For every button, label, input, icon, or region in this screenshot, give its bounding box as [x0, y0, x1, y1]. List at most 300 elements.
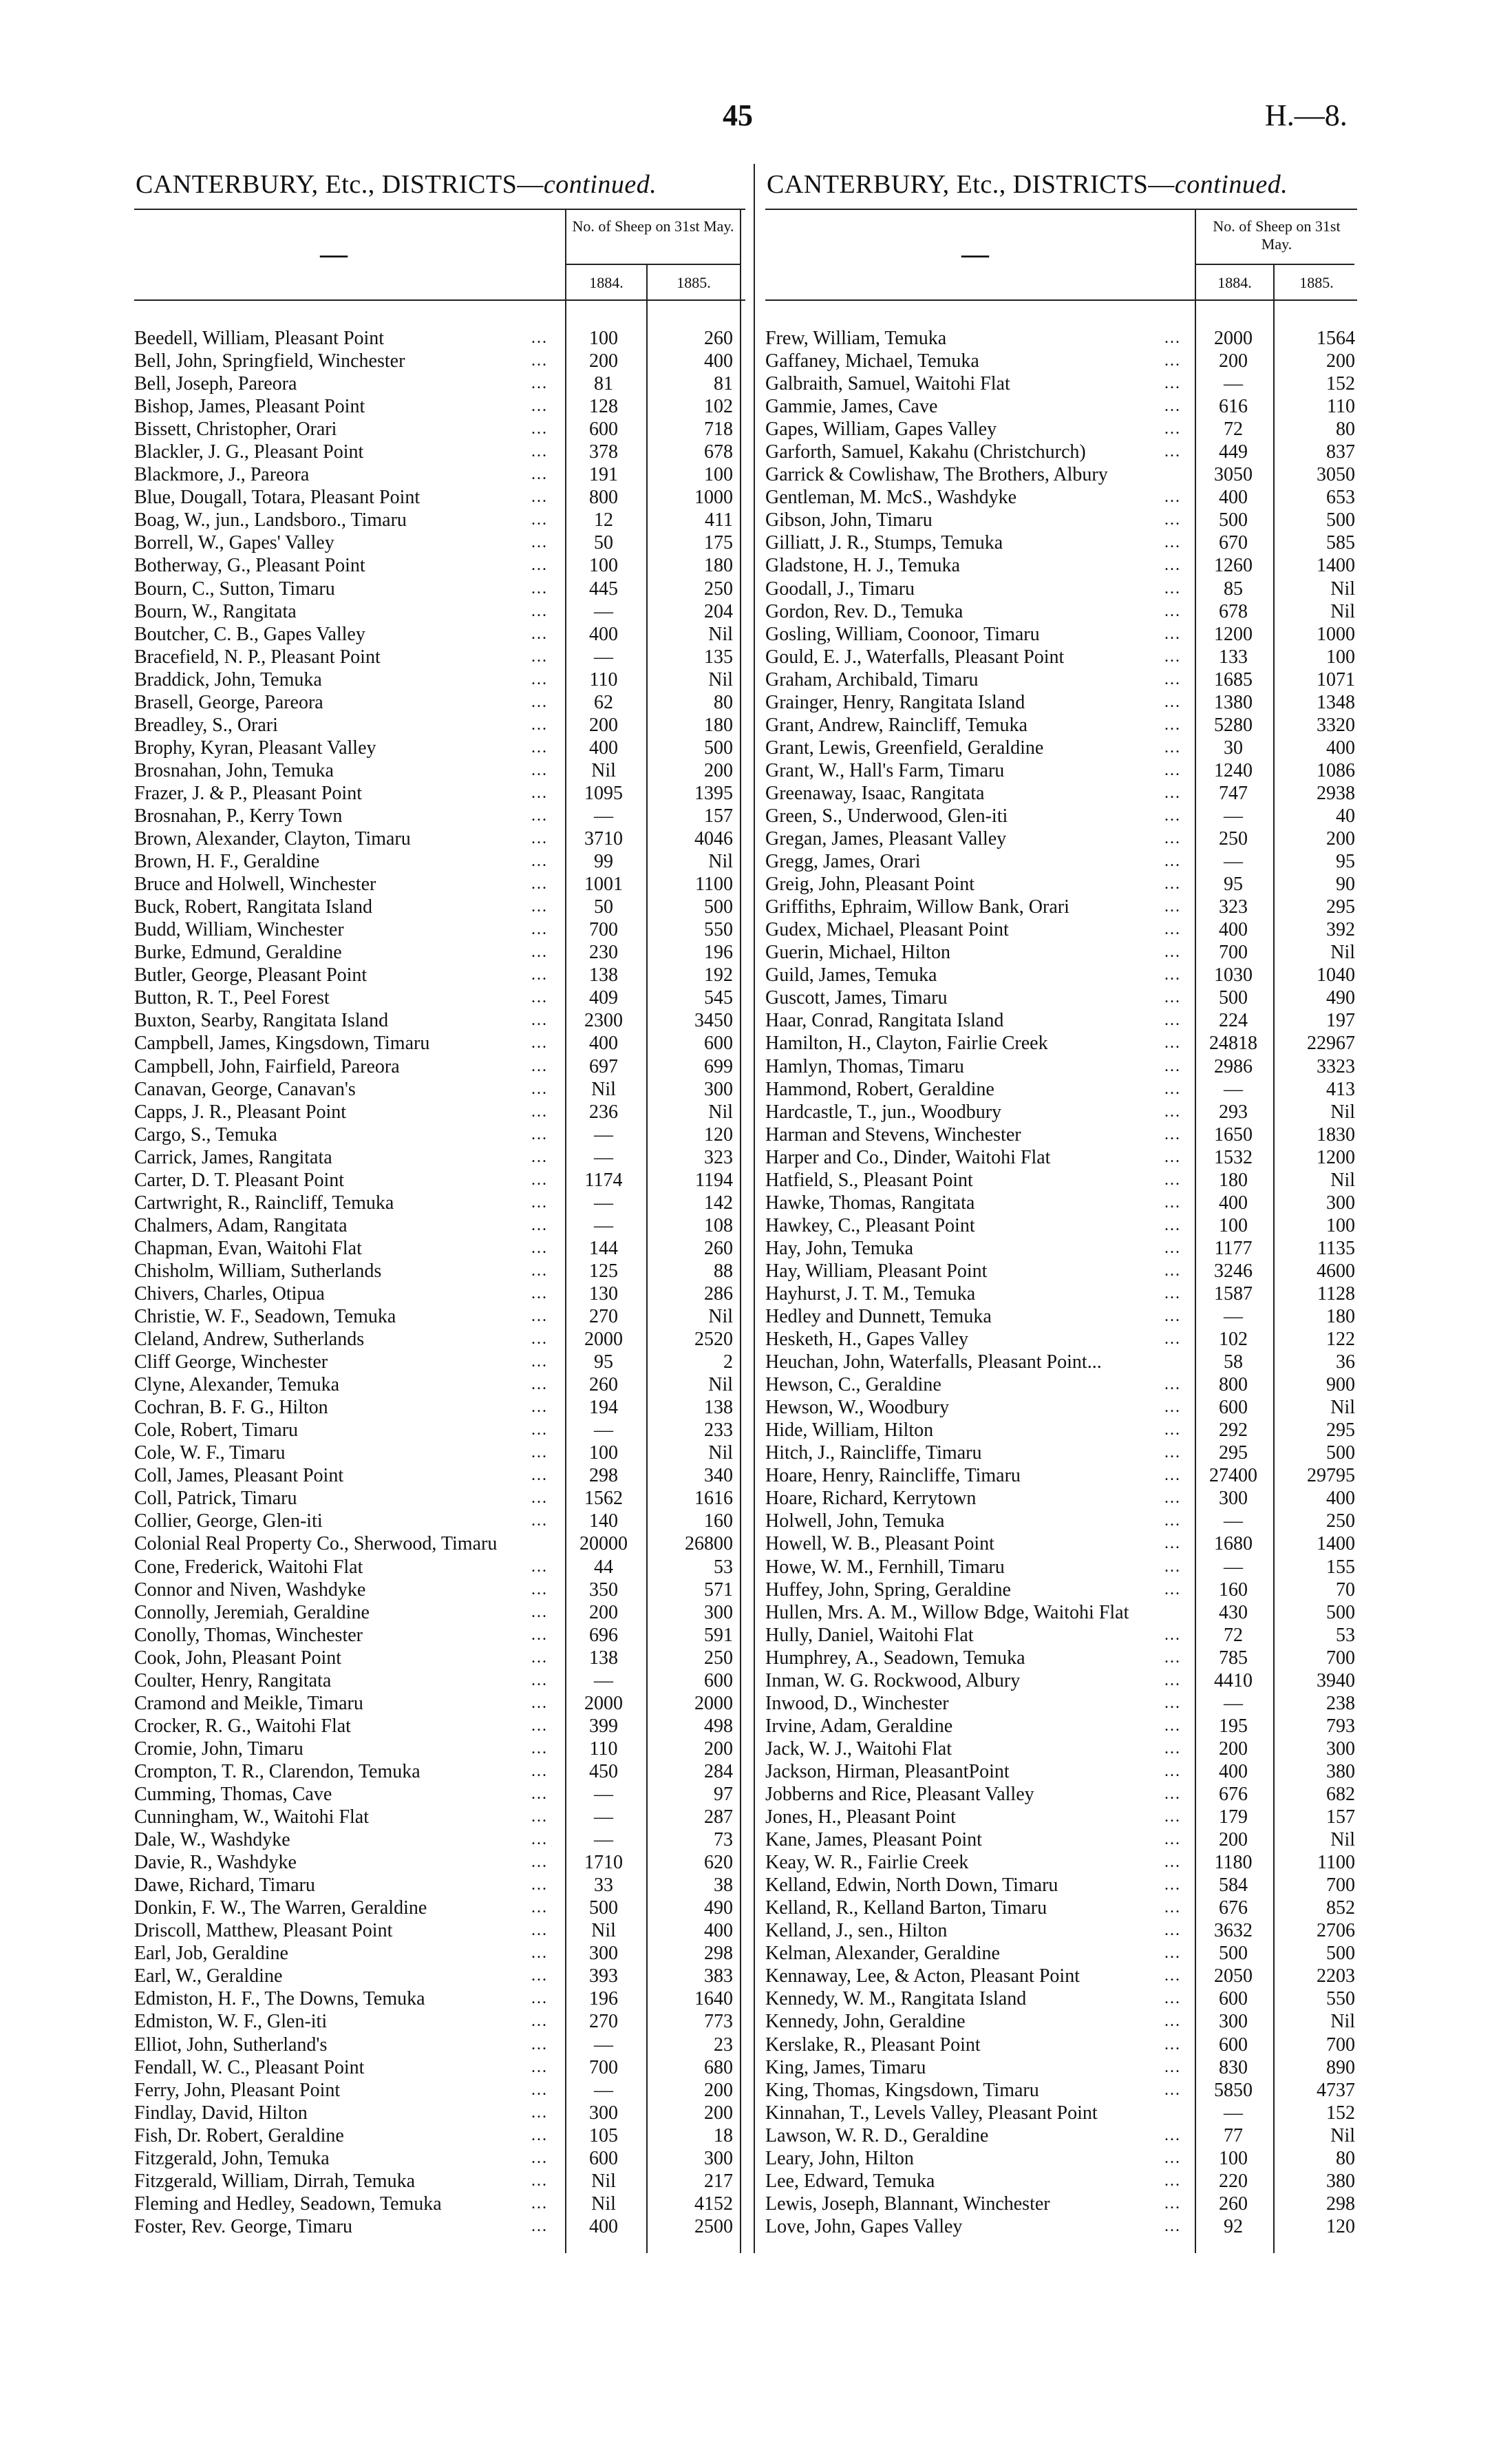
sheep-1885: 197 — [1326, 1010, 1355, 1032]
table-row — [765, 1237, 1357, 1260]
table-row — [765, 1146, 1357, 1169]
owner-name: Hoare, Richard, Kerrytown — [765, 1488, 977, 1510]
sheep-1885: 120 — [1326, 2215, 1355, 2237]
table-row — [765, 1192, 1357, 1214]
sheep-1885: Nil — [1330, 1829, 1355, 1851]
sheep-1884: 33 — [594, 1875, 613, 1897]
sheep-1885: 1086 — [1317, 759, 1355, 781]
table-row — [765, 1305, 1357, 1328]
sheep-1885: 1128 — [1317, 1282, 1355, 1305]
table-row — [134, 986, 745, 1009]
table-row — [765, 1601, 1357, 1624]
table-row — [765, 1965, 1357, 1987]
table-row — [134, 1169, 745, 1192]
owner-name: Collier, George, Glen-iti — [134, 1510, 323, 1532]
leader-dots: ... — [1164, 1557, 1181, 1576]
sheep-1885: 3323 — [1317, 1055, 1355, 1077]
owner-name: Grant, Andrew, Raincliff, Temuka — [765, 714, 1027, 736]
owner-name: Fendall, W. C., Pleasant Point — [134, 2056, 365, 2078]
owner-name: Campbell, John, Fairfield, Pareora — [134, 1055, 400, 1077]
table-row — [134, 623, 745, 646]
sheep-1885: 890 — [1326, 2056, 1355, 2078]
sheep-1884: 50 — [594, 896, 613, 918]
table-row — [134, 1532, 745, 1555]
sheep-1885: 2500 — [694, 2215, 733, 2237]
sheep-1885: 73 — [714, 1829, 733, 1851]
table-row — [134, 1396, 745, 1419]
sheep-1885: 1135 — [1317, 1237, 1355, 1259]
table-row — [134, 1556, 745, 1579]
owner-name: Blackmore, J., Pareora — [134, 464, 310, 486]
owner-name: Guerin, Michael, Hilton — [765, 942, 951, 964]
sheep-1885: 2 — [723, 1351, 733, 1373]
owner-name: Coll, James, Pleasant Point — [134, 1465, 344, 1487]
header-top-rule — [765, 209, 1357, 210]
sheep-1885: 1100 — [1317, 1852, 1355, 1874]
owner-name: Hewson, C., Geraldine — [765, 1374, 941, 1396]
sheep-1884: 105 — [589, 2124, 618, 2146]
owner-name: Earl, Job, Geraldine — [134, 1943, 288, 1965]
sheep-1885: 122 — [1326, 1329, 1355, 1351]
header-mid-rule — [1195, 264, 1354, 265]
owner-name: Borrell, W., Gapes' Valley — [134, 532, 334, 554]
leader-dots: ... — [531, 1307, 548, 1326]
sheep-1884: — — [594, 1806, 613, 1828]
leader-dots: ... — [1164, 488, 1181, 507]
sheep-1885: 678 — [704, 441, 733, 463]
leader-dots: ... — [1164, 1034, 1181, 1053]
table-row — [134, 873, 745, 896]
sheep-1885: 142 — [704, 1192, 733, 1214]
leader-dots: ... — [1164, 2080, 1181, 2099]
owner-name: Brosnahan, John, Temuka — [134, 759, 334, 781]
sheep-1884: 696 — [589, 1624, 618, 1646]
owner-name: Kane, James, Pleasant Point — [765, 1829, 982, 1851]
owner-name: Kennaway, Lee, & Acton, Pleasant Point — [765, 1965, 1080, 1987]
leader-dots: ... — [531, 2217, 548, 2235]
leader-dots: ... — [531, 806, 548, 825]
table-row — [765, 1078, 1357, 1101]
table-row — [765, 850, 1357, 873]
sheep-1884: — — [1224, 851, 1243, 873]
leader-dots: ... — [1164, 1079, 1181, 1098]
sheep-1885: 852 — [1326, 1897, 1355, 1919]
sheep-1885: 2520 — [694, 1329, 733, 1351]
sheep-1884: 196 — [589, 1988, 618, 2010]
owner-name: Humphrey, A., Seadown, Temuka — [765, 1647, 1025, 1669]
sheep-1885: 286 — [704, 1282, 733, 1305]
table-row — [765, 1373, 1357, 1396]
leader-dots: ... — [1164, 1307, 1181, 1326]
sheep-1884: 1001 — [584, 874, 623, 896]
sheep-1884: Nil — [591, 2193, 616, 2215]
table-row — [134, 1715, 745, 1738]
leader-dots: ... — [1164, 1830, 1181, 1849]
sheep-1885: Nil — [1330, 942, 1355, 964]
owner-name: Garforth, Samuel, Kakahu (Christchurch) — [765, 441, 1086, 463]
table-row — [134, 1874, 745, 1897]
table-row — [765, 714, 1357, 737]
owner-name: Fish, Dr. Robert, Geraldine — [134, 2124, 344, 2146]
sheep-1885: 152 — [1326, 2102, 1355, 2124]
sheep-1884: 293 — [1219, 1101, 1248, 1123]
sheep-1885: 2706 — [1317, 1920, 1355, 1942]
sheep-1885: 1348 — [1317, 691, 1355, 713]
sheep-1885: 160 — [704, 1510, 733, 1532]
sheep-1884: 138 — [589, 964, 618, 986]
owner-name: Breadley, S., Orari — [134, 714, 278, 736]
section-title — [136, 169, 657, 200]
owner-name: Garrick & Cowlishaw, The Brothers, Albury — [765, 464, 1108, 486]
leader-dots: ... — [531, 1785, 548, 1803]
owner-name: Bell, John, Springfield, Winchester — [134, 350, 405, 372]
sheep-1884: 4410 — [1214, 1669, 1253, 1691]
table-row — [765, 873, 1357, 896]
sheep-1884: 830 — [1219, 2056, 1248, 2078]
sheep-1884: 1174 — [584, 1169, 623, 1191]
owner-name: Ferry, John, Pleasant Point — [134, 2079, 341, 2101]
owner-name: Cliff George, Winchester — [134, 1351, 328, 1373]
owner-name: Lee, Edward, Temuka — [765, 2170, 935, 2192]
sheep-1884: — — [1224, 1510, 1243, 1532]
table-row — [134, 1305, 745, 1328]
leader-dots: ... — [531, 488, 548, 507]
owner-name: Graham, Archibald, Timaru — [765, 668, 979, 690]
table-row — [134, 1260, 745, 1282]
leader-dots: ... — [1164, 1398, 1181, 1417]
owner-name: Gudex, Michael, Pleasant Point — [765, 919, 1009, 941]
sheep-1884: 72 — [1224, 1624, 1243, 1646]
section-title — [767, 169, 1288, 200]
sheep-1884: 300 — [1219, 1488, 1248, 1510]
leader-dots: ... — [531, 579, 548, 598]
sheep-1885: 500 — [1326, 1442, 1355, 1464]
sheep-1885: 500 — [704, 896, 733, 918]
leader-dots: ... — [531, 329, 548, 347]
table-row — [765, 1464, 1357, 1487]
owner-name: Bourn, W., Rangitata — [134, 600, 297, 622]
owner-name: Harman and Stevens, Winchester — [765, 1123, 1021, 1145]
sheep-1885: 600 — [704, 1033, 733, 1055]
owner-name: Gladstone, H. J., Temuka — [765, 555, 960, 577]
sheep-1885: Nil — [708, 668, 733, 690]
sheep-1885: 300 — [704, 1601, 733, 1623]
owner-name: Gosling, William, Coonoor, Timaru — [765, 623, 1040, 645]
table-row — [765, 1669, 1357, 1692]
table-row — [134, 714, 745, 737]
table-row — [765, 827, 1357, 850]
table-row — [765, 691, 1357, 714]
leader-dots: ... — [1164, 1967, 1181, 1985]
leader-dots: ... — [531, 1353, 548, 1371]
leader-dots: ... — [531, 1671, 548, 1689]
table-row — [765, 2010, 1357, 2033]
sheep-1885: 380 — [1326, 2170, 1355, 2192]
owner-name: Gilliatt, J. R., Stumps, Temuka — [765, 532, 1003, 554]
leader-dots: ... — [1164, 2194, 1181, 2213]
leader-dots: ... — [531, 1170, 548, 1189]
table-row — [134, 2010, 745, 2033]
table-row — [134, 441, 745, 463]
table-row — [765, 395, 1357, 418]
leader-dots: ... — [531, 1444, 548, 1462]
owner-name: Colonial Real Property Co., Sherwood, Timaru — [134, 1533, 498, 1555]
table-row — [765, 941, 1357, 964]
sheep-1884: 220 — [1219, 2170, 1248, 2192]
leader-dots: ... — [1164, 761, 1181, 779]
sheep-1884: 85 — [1224, 578, 1243, 600]
leader-dots: ... — [1164, 420, 1181, 439]
sheep-1885: 100 — [1326, 646, 1355, 668]
owner-name: Conolly, Thomas, Winchester — [134, 1624, 363, 1646]
owner-name: Chapman, Evan, Waitohi Flat — [134, 1237, 362, 1259]
table-row — [134, 395, 745, 418]
owner-name: Kelland, Edwin, North Down, Timaru — [765, 1875, 1058, 1897]
owner-name: Christie, W. F., Seadown, Temuka — [134, 1306, 396, 1328]
owner-name: Gammie, James, Cave — [765, 396, 938, 418]
table-row — [765, 531, 1357, 554]
table-row — [134, 600, 745, 623]
leader-dots: ... — [1164, 624, 1181, 643]
sheep-1884: 700 — [589, 919, 618, 941]
owner-name: Hedley and Dunnett, Temuka — [765, 1306, 992, 1328]
owner-name: Cole, Robert, Timaru — [134, 1419, 299, 1442]
table-row — [134, 2034, 745, 2056]
leader-dots: ... — [531, 1625, 548, 1644]
leader-dots: ... — [1164, 670, 1181, 688]
owner-name: Chivers, Charles, Otipua — [134, 1282, 325, 1305]
owner-name: Grant, Lewis, Greenfield, Geraldine — [765, 737, 1044, 759]
sheep-1885: 108 — [704, 1214, 733, 1236]
table-row — [134, 1738, 745, 1760]
sheep-1885: Nil — [1330, 1101, 1355, 1123]
sheep-1884: 81 — [594, 373, 613, 395]
table-row — [765, 1738, 1357, 1760]
sheep-1884: 12 — [594, 509, 613, 531]
owner-name: Fleming and Hedley, Seadown, Temuka — [134, 2193, 442, 2215]
sheep-1884: 2300 — [584, 1010, 623, 1032]
table-row — [765, 350, 1357, 372]
sheep-1885: 1616 — [694, 1488, 733, 1510]
owner-name: Grant, W., Hall's Farm, Timaru — [765, 759, 1005, 781]
sheep-1885: 3450 — [694, 1010, 733, 1032]
owner-name: Cone, Frederick, Waitohi Flat — [134, 1556, 363, 1578]
table-row — [134, 1828, 745, 1851]
sheep-1885: 23 — [714, 2034, 733, 2056]
sheep-1884: — — [594, 1784, 613, 1805]
table-row — [134, 1464, 745, 1487]
sheep-1885: 550 — [704, 919, 733, 941]
owner-name: Kelland, J., sen., Hilton — [765, 1920, 948, 1942]
table-row — [134, 759, 745, 782]
sheep-1884: — — [1224, 2102, 1243, 2124]
sheep-1884: 1200 — [1214, 623, 1253, 645]
sheep-1884: 430 — [1219, 1601, 1248, 1623]
owner-name: Leary, John, Hilton — [765, 2147, 914, 2169]
sheep-1885: 80 — [714, 691, 733, 713]
sheep-1885: Nil — [708, 623, 733, 645]
leader-dots: ... — [1164, 1057, 1181, 1075]
owner-name: Kelman, Alexander, Geraldine — [765, 1943, 1000, 1965]
sheep-1885: 550 — [1326, 1988, 1355, 2010]
sheep-1884: Nil — [591, 759, 616, 781]
sheep-1884: 300 — [1219, 2011, 1248, 2033]
sheep-1884: 125 — [589, 1260, 618, 1282]
sheep-1885: 97 — [714, 1784, 733, 1805]
sheep-1885: 80 — [1336, 2147, 1355, 2169]
sheep-1884: 400 — [1219, 1192, 1248, 1214]
sheep-1885: 700 — [1326, 2034, 1355, 2056]
owner-name: Foster, Rev. George, Timaru — [134, 2215, 352, 2237]
leader-dots: ... — [1164, 1148, 1181, 1166]
leader-dots: ... — [1164, 1989, 1181, 2008]
sheep-1885: 200 — [704, 2079, 733, 2101]
owner-name: Bell, Joseph, Pareora — [134, 373, 297, 395]
owner-name: Hayhurst, J. T. M., Temuka — [765, 1282, 976, 1305]
sheep-1885: 100 — [704, 464, 733, 486]
leader-dots: ... — [1164, 693, 1181, 711]
sheep-1884: 2000 — [584, 1692, 623, 1714]
sheep-1884: 445 — [589, 578, 618, 600]
sheep-1885: 53 — [714, 1556, 733, 1578]
leader-dots: ... — [531, 670, 548, 688]
table-row — [134, 509, 745, 531]
owner-name: Jackson, Hirman, PleasantPoint — [765, 1760, 1010, 1782]
sheep-1885: 38 — [714, 1875, 733, 1897]
leader-dots: ... — [531, 693, 548, 711]
sheep-1884: 400 — [589, 623, 618, 645]
sheep-1884: 300 — [589, 2102, 618, 2124]
leader-dots: ... — [1164, 1785, 1181, 1803]
sheep-1885: 1200 — [1317, 1146, 1355, 1168]
leader-dots: ... — [531, 1808, 548, 1826]
sheep-1885: 70 — [1336, 1579, 1355, 1601]
table-row — [765, 1009, 1357, 1032]
sheep-1885: Nil — [708, 1101, 733, 1123]
leader-dots: ... — [531, 374, 548, 393]
owner-name: Coulter, Henry, Rangitata — [134, 1669, 332, 1691]
sheep-1884: 270 — [589, 2011, 618, 2033]
owner-name: Hoare, Henry, Raincliffe, Timaru — [765, 1465, 1021, 1487]
table-row — [765, 2124, 1357, 2147]
owner-name: Guscott, James, Timaru — [765, 987, 948, 1009]
owner-name: Beedell, William, Pleasant Point — [134, 328, 385, 349]
leader-dots: ... — [1164, 556, 1181, 575]
table-row — [765, 1214, 1357, 1237]
leader-dots: ... — [1164, 1170, 1181, 1189]
leader-dots: ... — [531, 1830, 548, 1849]
owner-name: Hitch, J., Raincliffe, Timaru — [765, 1442, 982, 1464]
leader-dots: ... — [531, 2194, 548, 2213]
table-row — [134, 1373, 745, 1396]
sheep-1885: 26800 — [685, 1533, 733, 1555]
leader-dots: ... — [531, 534, 548, 552]
sheep-1885: Nil — [708, 1306, 733, 1328]
table-row — [765, 964, 1357, 986]
sheep-1885: 200 — [1326, 828, 1355, 850]
leader-dots: ... — [531, 966, 548, 984]
leader-dots: ... — [531, 875, 548, 894]
table-row — [765, 1624, 1357, 1647]
leader-dots: ... — [1164, 1466, 1181, 1485]
table-row — [765, 737, 1357, 759]
table-row — [134, 1146, 745, 1169]
table-row — [765, 418, 1357, 441]
sheep-1884: — — [594, 2034, 613, 2056]
leader-dots: ... — [1164, 602, 1181, 620]
table-row — [134, 1032, 745, 1055]
sheep-1885: 498 — [704, 1715, 733, 1737]
leader-dots: ... — [531, 1193, 548, 1212]
table-row — [765, 896, 1357, 918]
sheep-1885: 323 — [704, 1146, 733, 1168]
table-row — [134, 418, 745, 441]
owner-name: Dawe, Richard, Timaru — [134, 1875, 315, 1897]
leader-dots: ... — [1164, 1421, 1181, 1439]
table-row — [134, 964, 745, 986]
table-row — [134, 1919, 745, 1942]
leader-dots: ... — [531, 2103, 548, 2122]
sheep-1884: Nil — [591, 1078, 616, 1100]
leader-dots: ... — [531, 352, 548, 370]
sheep-1884: 400 — [589, 1033, 618, 1055]
sheep-1885: 1000 — [1317, 623, 1355, 645]
leader-dots: ... — [531, 989, 548, 1007]
sheep-1885: Nil — [1330, 600, 1355, 622]
sheep-1885: 298 — [704, 1943, 733, 1965]
sheep-1885: 36 — [1336, 1351, 1355, 1373]
sheep-1885: 1395 — [694, 782, 733, 804]
leader-dots: ... — [1164, 1011, 1181, 1030]
table-row — [134, 2170, 745, 2193]
owner-name: Campbell, James, Kingsdown, Timaru — [134, 1033, 430, 1055]
sheep-1885: 110 — [1327, 396, 1355, 418]
owner-name: Bruce and Holwell, Winchester — [134, 874, 376, 896]
owner-name: Hardcastle, T., jun., Woodbury — [765, 1101, 1002, 1123]
leader-dots: ... — [1164, 920, 1181, 939]
table-row — [134, 1987, 745, 2010]
table-row — [765, 1942, 1357, 1965]
table-row — [765, 1874, 1357, 1897]
table-row — [134, 1328, 745, 1351]
table-row — [134, 531, 745, 554]
owner-name: Cleland, Andrew, Sutherlands — [134, 1329, 365, 1351]
leader-dots: ... — [1164, 1671, 1181, 1689]
table-row — [134, 1055, 745, 1078]
sheep-1884: 292 — [1219, 1419, 1248, 1442]
sheep-1885: 81 — [714, 373, 733, 395]
sheep-1885: 180 — [704, 555, 733, 577]
leader-dots: ... — [531, 1466, 548, 1485]
sheep-1884: 180 — [1219, 1169, 1248, 1191]
table-row — [765, 441, 1357, 463]
sheep-1884: 30 — [1224, 737, 1243, 759]
sheep-1884: 62 — [594, 691, 613, 713]
table-row — [134, 1078, 745, 1101]
table-row — [765, 1556, 1357, 1579]
owner-name: Hawke, Thomas, Rangitata — [765, 1192, 975, 1214]
leader-dots: ... — [531, 2171, 548, 2190]
owner-name: Chalmers, Adam, Rangitata — [134, 1214, 348, 1236]
leader-dots: ... — [1164, 1284, 1181, 1302]
sheep-1884: 110 — [589, 668, 618, 690]
table-row — [765, 1169, 1357, 1192]
sheep-1884: 449 — [1219, 441, 1248, 463]
sheep-1884: Nil — [591, 2170, 616, 2192]
owner-name: Hay, John, Temuka — [765, 1237, 914, 1259]
owner-name: Edmiston, H. F., The Downs, Temuka — [134, 1988, 425, 2010]
owner-name: Cumming, Thomas, Cave — [134, 1784, 332, 1805]
